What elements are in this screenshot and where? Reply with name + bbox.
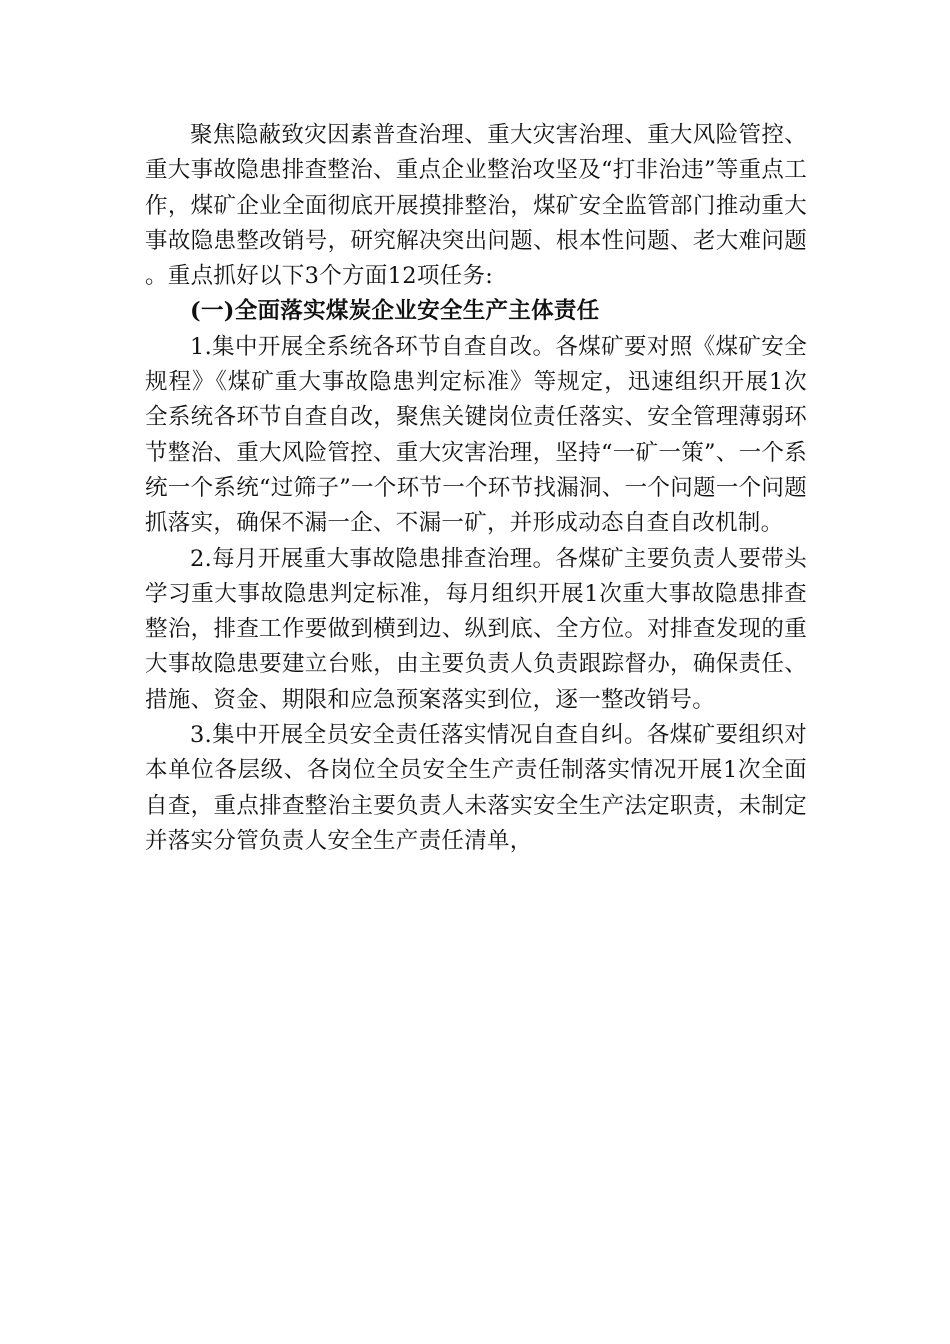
document-body — [145, 118, 807, 859]
task-2-paragraph: 2.每月开展重大事故隐患排查治理。各煤矿主要负责人要带头学习重大事故隐患判定标准，每月组织开展1次重大事故隐患排查整治，排查工作要做到横到边、纵到底、全方位。对排查发现的重大事故隐患要建立台账，由主要负责人负责跟踪督办，确保责任、措施、资金、期限和应急预案落实到位，逐一整改销号。 — [145, 545, 807, 713]
task-1-paragraph: 1.集中开展全系统各环节自查自改。各煤矿要对照《煤矿安全规程》《煤矿重大事故隐患判定标准》等规定，迅速组织开展1次全系统各环节自查自改，聚焦关键岗位责任落实、安全管理薄弱环节整治、重大风险管控、重大灾害治理，坚持“一矿一策”、一个系统一个系统“过筛子”一个环节一个环节找漏洞、一个问题一个问题抓落实，确保不漏一企、不漏一矿，并形成动态自查自改机制。 — [145, 333, 808, 537]
intro-paragraph: 聚焦隐蔽致灾因素普查治理、重大灾害治理、重大风险管控、重大事故隐患排查整治、重点企业整治攻坚及“打非治违”等重点工作，煤矿企业全面彻底开展摸排整治，煤矿安全监管部门推动重大事故隐患整改销号，研究解决突出问题、根本性问题、老大难问题。重点抓好以下3个方面12项任务: — [145, 122, 808, 290]
section-heading: (一)全面落实煤炭企业安全生产主体责任 — [190, 298, 600, 325]
task-3-paragraph: 3.集中开展全员安全责任落实情况自查自纠。各煤矿要组织对本单位各层级、各岗位全员安全生产责任制落实情况开展1次全面自查，重点排查整治主要负责人未落实安全生产法定职责，未制定并落实分管负责人安全生产责任清单， — [145, 722, 807, 854]
